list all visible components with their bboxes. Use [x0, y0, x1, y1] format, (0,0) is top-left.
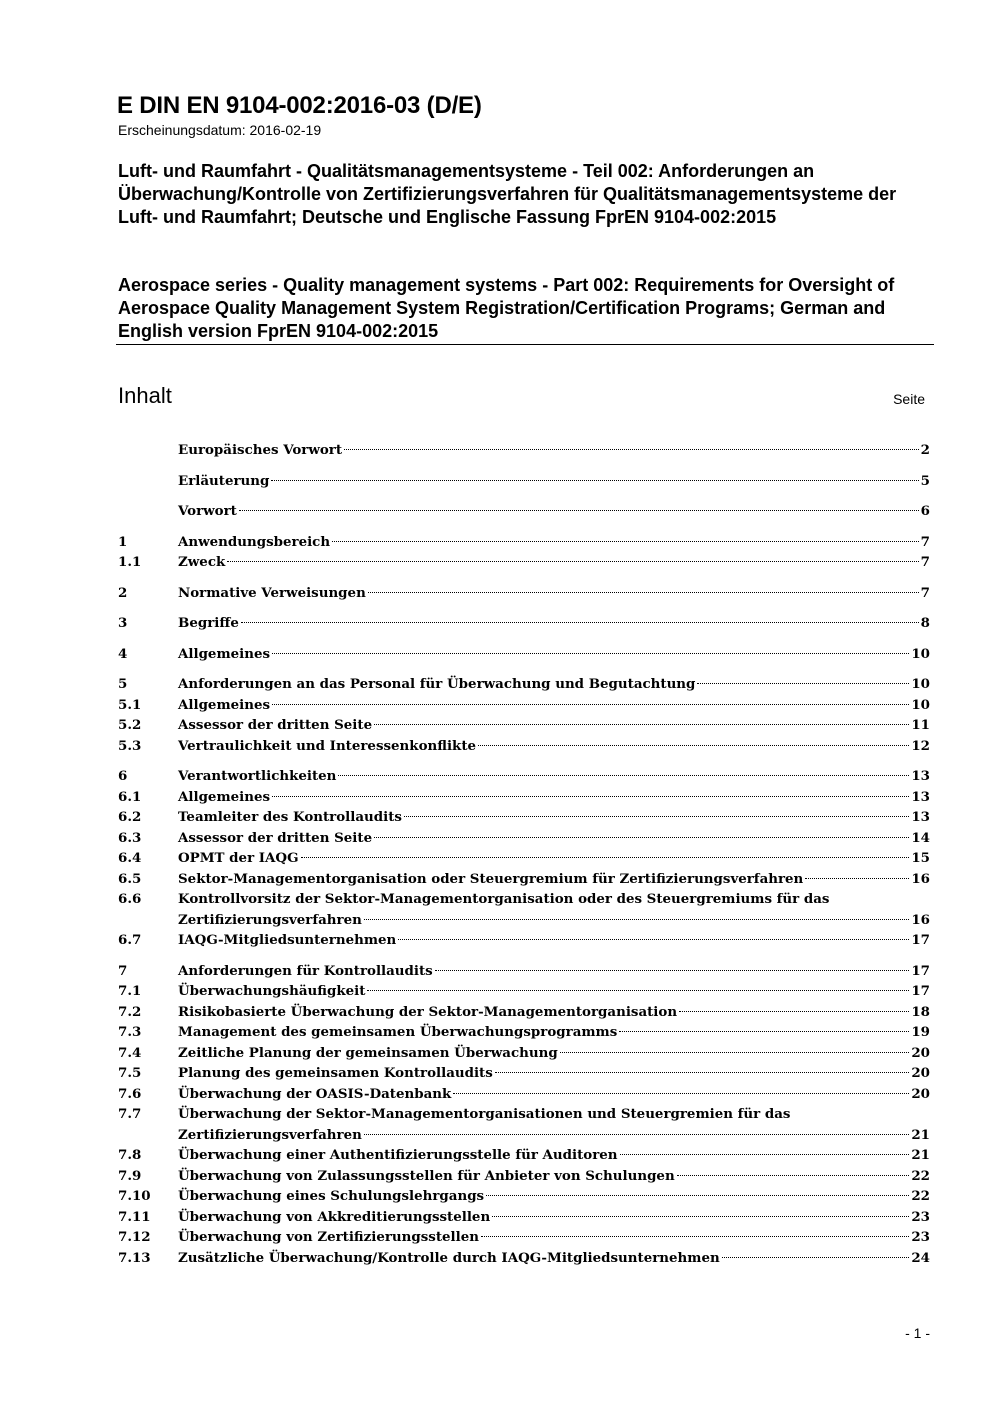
toc-dot-leader	[697, 683, 909, 684]
toc-entry[interactable]	[118, 736, 930, 757]
toc-dot-leader	[453, 1093, 909, 1094]
toc-entry-title: Überwachung der OASIS-Datenbank	[178, 1085, 452, 1102]
toc-entry[interactable]	[118, 869, 930, 890]
toc-entry-number: 7.10	[118, 1188, 151, 1204]
toc-entry-page: 7	[920, 554, 930, 570]
toc-entry-page: 10	[911, 696, 930, 713]
page-number: - 1 -	[905, 1325, 930, 1341]
toc-entry[interactable]	[118, 1022, 930, 1043]
toc-entry-number: 5.3	[118, 737, 142, 754]
toc-dot-leader	[227, 561, 918, 562]
toc-entry-title: Anwendungsbereich	[178, 533, 331, 550]
toc-entry-page: 23	[911, 1229, 930, 1245]
toc-entry[interactable]	[118, 644, 930, 665]
toc-entry-number: 5	[118, 676, 128, 692]
toc-entry-number: 3	[118, 615, 128, 631]
toc-entry-title-continued: Zertifizierungsverfahren	[178, 1126, 362, 1143]
toc-entry[interactable]	[118, 930, 930, 951]
toc-entry-title: Vertraulichkeit und Interessenkonflikte	[178, 737, 477, 754]
toc-entry-title: Überwachung der Sektor-Managementorganisationen und Steuergremien für das	[178, 1106, 791, 1122]
toc-entry-title-continued: Zertifizierungsverfahren	[178, 911, 362, 928]
toc-dot-leader	[374, 724, 909, 725]
toc-entry[interactable]	[118, 889, 930, 930]
document-id: E DIN EN 9104-002:2016-03 (D/E)	[117, 92, 482, 119]
toc-entry-number: 6.6	[118, 891, 142, 907]
toc-entry-number: 6	[118, 768, 128, 784]
toc-entry-page: 7	[920, 584, 930, 601]
toc-entry-number: 7.5	[118, 1065, 142, 1081]
toc-entry-number: 7.11	[118, 1208, 151, 1225]
toc-entry[interactable]	[118, 501, 930, 522]
toc-dot-leader	[398, 939, 909, 940]
toc-dot-leader	[478, 745, 909, 746]
toc-entry-page: 10	[911, 645, 930, 662]
toc-entry-page: 11	[911, 717, 930, 733]
toc-entry-number: 6.4	[118, 850, 142, 866]
toc-entry-title: IAQG-Mitgliedsunternehmen	[178, 932, 397, 948]
toc-dot-leader	[272, 653, 909, 654]
toc-heading: Inhalt	[118, 383, 172, 408]
toc-dot-leader	[344, 449, 919, 450]
toc-dot-leader	[374, 837, 909, 838]
toc-entry-title: Zusätzliche Überwachung/Kontrolle durch IAQG-Mitgliedsunternehmen	[178, 1249, 720, 1266]
toc-entry[interactable]	[118, 471, 930, 492]
toc-entry-page: 6	[920, 503, 930, 519]
toc-dot-leader	[619, 1031, 909, 1032]
toc-entry-number: 5.1	[118, 696, 142, 713]
toc-entry-number: 7.13	[118, 1249, 151, 1266]
toc-entry[interactable]	[118, 674, 930, 695]
toc-entry[interactable]	[118, 1063, 930, 1084]
toc-entry-number: 6.1	[118, 788, 142, 805]
toc-entry[interactable]	[118, 981, 930, 1002]
toc-entry-number: 7.2	[118, 1003, 142, 1020]
toc-entry[interactable]	[118, 1104, 930, 1145]
toc-entry-title: Europäisches Vorwort	[178, 442, 343, 458]
toc-entry-page: 2	[920, 442, 930, 458]
toc-dot-leader	[364, 1134, 910, 1135]
toc-entry-title: Zeitliche Planung der gemeinsamen Überwachung	[178, 1044, 558, 1061]
toc-entry-page: 20	[911, 1085, 930, 1102]
toc-dot-leader	[805, 878, 909, 879]
toc-entry-number: 7.9	[118, 1167, 142, 1184]
toc-entry-title: Überwachung von Zertifizierungsstellen	[178, 1229, 479, 1245]
toc-dot-leader	[486, 1195, 909, 1196]
toc-entry-title: Assessor der dritten Seite	[178, 829, 373, 846]
toc-entry-title: Anforderungen an das Personal für Überwachung und Begutachtung	[178, 676, 696, 692]
toc-entry[interactable]	[118, 1084, 930, 1105]
toc-entry[interactable]	[118, 848, 930, 869]
toc-entry[interactable]	[118, 440, 930, 461]
toc-entry-number: 7.12	[118, 1229, 151, 1245]
toc-entry-title: Überwachung einer Authentifizierungsstelle für Auditoren	[178, 1147, 618, 1163]
toc-entry-title: Teamleiter des Kontrollaudits	[178, 809, 402, 825]
toc-dot-leader	[404, 816, 909, 817]
toc-dot-leader	[332, 541, 919, 542]
toc-dot-leader	[481, 1236, 909, 1237]
toc-entry-page: 5	[920, 472, 930, 489]
publication-date: Erscheinungsdatum: 2016-02-19	[118, 122, 322, 138]
toc-dot-leader	[364, 919, 910, 920]
toc-dot-leader	[620, 1154, 910, 1155]
toc-page-label: Seite	[893, 391, 925, 407]
toc-entry-number: 7.7	[118, 1106, 142, 1122]
toc-entry[interactable]	[118, 613, 930, 634]
toc-entry-title: Assessor der dritten Seite	[178, 717, 373, 733]
title-english: Aerospace series - Quality management systems - Part 002: Requirements for Oversight of Aerospace Quality Management System Registration/Certification Programs; German and English version FprEN 9104-002:2015	[118, 275, 895, 341]
toc-entry[interactable]	[118, 1166, 930, 1187]
toc-entry[interactable]	[118, 766, 930, 787]
toc-entry-page: 20	[911, 1044, 930, 1061]
toc-entry-page: 18	[911, 1003, 930, 1020]
toc-entry[interactable]	[118, 1248, 930, 1269]
toc-dot-leader	[435, 970, 910, 971]
toc-entry-number: 6.5	[118, 870, 142, 887]
toc-dot-leader	[560, 1052, 910, 1053]
toc-entry-page: 20	[911, 1065, 930, 1081]
toc-dot-leader	[492, 1216, 909, 1217]
toc-dot-leader	[367, 990, 909, 991]
toc-entry-title: Begriffe	[178, 615, 239, 631]
toc-entry-title: Überwachungshäufigkeit	[178, 983, 366, 999]
toc-entry-title: Erläuterung	[178, 472, 270, 489]
toc-entry-number: 1	[118, 533, 128, 550]
toc-entry-number: 7.6	[118, 1085, 142, 1102]
toc-entry[interactable]	[118, 1002, 930, 1023]
toc-entry-number: 5.2	[118, 717, 142, 733]
toc-entry-title: Verantwortlichkeiten	[178, 768, 337, 784]
toc-entry-title: Zweck	[178, 554, 226, 570]
toc-entry-page: 21	[911, 1126, 930, 1143]
toc-dot-leader	[272, 704, 909, 705]
toc-entry-page: 13	[911, 788, 930, 805]
toc-entry-title: Anforderungen für Kontrollaudits	[178, 962, 433, 979]
toc-entry[interactable]	[118, 1227, 930, 1248]
toc-dot-leader	[241, 622, 919, 623]
toc-dot-leader	[272, 796, 909, 797]
toc-entry[interactable]	[118, 583, 930, 604]
toc-dot-leader	[239, 510, 919, 511]
toc-entry-number: 7.1	[118, 983, 142, 999]
toc-entry-title: Sektor-Managementorganisation oder Steuergremium für Zertifizierungsverfahren	[178, 870, 804, 887]
toc-dot-leader	[495, 1072, 910, 1073]
toc-entry-number: 7.3	[118, 1024, 142, 1040]
toc-entry[interactable]	[118, 1186, 930, 1207]
toc-entry-page: 17	[911, 983, 930, 999]
toc-entry-title: Normative Verweisungen	[178, 584, 366, 601]
toc-entry-page: 8	[920, 615, 930, 631]
toc-entry-title: Allgemeines	[178, 788, 271, 805]
toc-entry-title: Kontrollvorsitz der Sektor-Managementorganisation oder des Steuergremiums für das	[178, 891, 830, 907]
toc-dot-leader	[301, 857, 910, 858]
toc-entry-page: 24	[911, 1249, 930, 1266]
toc-entry-title: Vorwort	[178, 503, 237, 519]
toc-entry-page: 21	[911, 1147, 930, 1163]
toc-entry-page: 16	[911, 870, 930, 887]
toc-entry[interactable]	[118, 828, 930, 849]
toc-entry-page: 10	[911, 676, 930, 692]
toc-entry-page: 19	[911, 1024, 930, 1040]
toc-entry-number: 6.7	[118, 932, 142, 948]
toc-entry-page: 16	[911, 911, 930, 928]
toc-entry-title: OPMT der IAQG	[178, 850, 299, 866]
toc-entry-page: 13	[911, 768, 930, 784]
toc-dot-leader	[368, 592, 919, 593]
title-german: Luft- und Raumfahrt - Qualitätsmanagementsysteme - Teil 002: Anforderungen an Überwachung/Kontrolle von Zertifizierungsverfahren für Qualitätsmanagementsysteme der Luft- und Raumfahrt; Deutsche und Englische Fassung FprEN 9104-002:2015	[118, 161, 897, 227]
toc-entry-number: 4	[118, 645, 128, 662]
toc-entry-number: 6.2	[118, 809, 142, 825]
toc-entry[interactable]	[118, 1043, 930, 1064]
toc-entry-page: 12	[911, 737, 930, 754]
toc-entry-title: Allgemeines	[178, 645, 271, 662]
toc-entry[interactable]	[118, 807, 930, 828]
toc-entry-page: 13	[911, 809, 930, 825]
toc-entry[interactable]	[118, 695, 930, 716]
toc-entry-page: 7	[920, 533, 930, 550]
toc-entry-number: 7.8	[118, 1147, 142, 1163]
toc-entry[interactable]	[118, 715, 930, 736]
toc-entry-number: 2	[118, 584, 128, 601]
toc-entry-title: Überwachung von Zulassungsstellen für Anbieter von Schulungen	[178, 1167, 675, 1184]
table-of-contents	[118, 440, 930, 1268]
toc-dot-leader	[722, 1257, 910, 1258]
toc-entry-number: 7	[118, 962, 128, 979]
toc-entry[interactable]	[118, 532, 930, 553]
toc-entry[interactable]	[118, 787, 930, 808]
toc-entry-title: Allgemeines	[178, 696, 271, 713]
toc-entry-number: 1.1	[118, 554, 142, 570]
toc-entry-title: Überwachung von Akkreditierungsstellen	[178, 1208, 491, 1225]
toc-entry-title: Risikobasierte Überwachung der Sektor-Managementorganisation	[178, 1003, 678, 1020]
title-divider	[116, 344, 934, 345]
toc-entry[interactable]	[118, 552, 930, 573]
toc-entry-title: Planung des gemeinsamen Kontrollaudits	[178, 1065, 493, 1081]
toc-entry-number: 6.3	[118, 829, 142, 846]
toc-entry[interactable]	[118, 961, 930, 982]
toc-dot-leader	[338, 775, 909, 776]
toc-dot-leader	[677, 1175, 910, 1176]
toc-entry-page: 23	[911, 1208, 930, 1225]
toc-dot-leader	[679, 1011, 909, 1012]
toc-entry-title: Überwachung eines Schulungslehrgangs	[178, 1188, 485, 1204]
toc-entry-page: 14	[911, 829, 930, 846]
toc-entry-page: 22	[911, 1167, 930, 1184]
toc-dot-leader	[271, 480, 918, 481]
toc-entry-page: 17	[911, 932, 930, 948]
toc-entry-page: 17	[911, 962, 930, 979]
toc-entry-page: 15	[911, 850, 930, 866]
toc-entry[interactable]	[118, 1145, 930, 1166]
toc-entry-title: Management des gemeinsamen Überwachungsprogramms	[178, 1024, 618, 1040]
toc-entry-page: 22	[911, 1188, 930, 1204]
toc-entry-number: 7.4	[118, 1044, 142, 1061]
toc-entry[interactable]	[118, 1207, 930, 1228]
